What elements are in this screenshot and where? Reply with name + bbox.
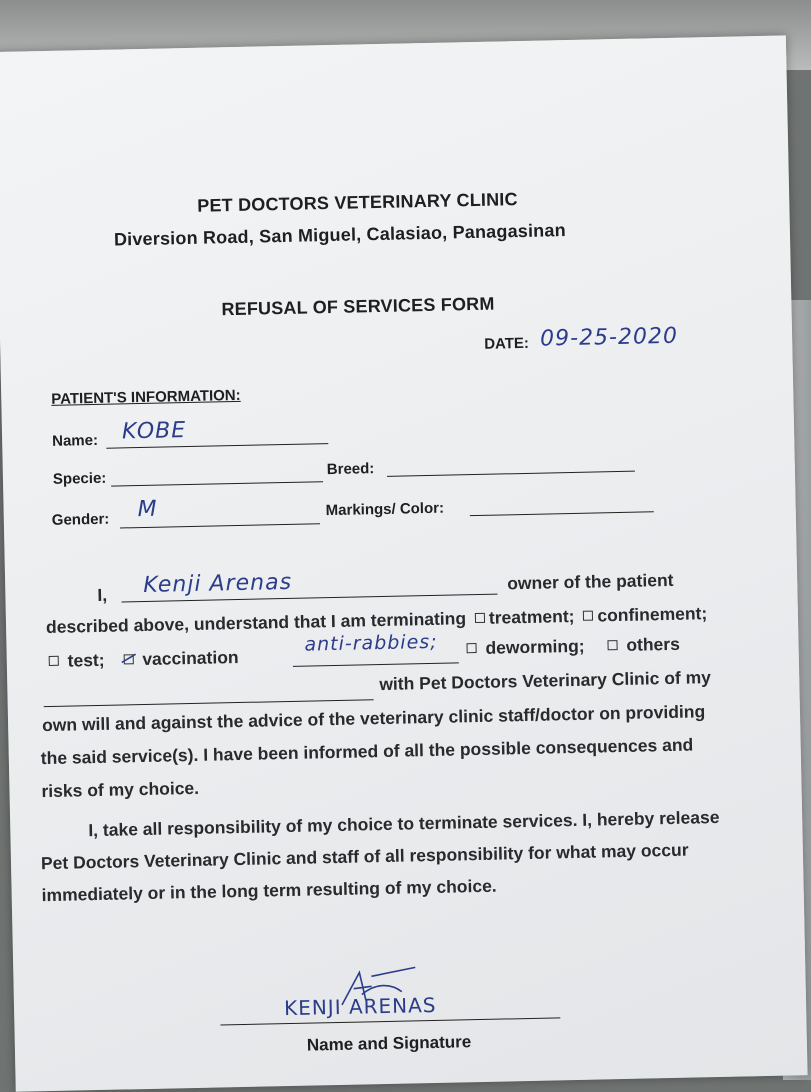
clinic-name: PET DOCTORS VETERINARY CLINIC [197, 189, 518, 216]
breed-line [387, 471, 635, 477]
breed-label: Breed: [326, 460, 375, 479]
gender-line [120, 523, 320, 528]
test-option: test; [67, 649, 105, 671]
name-value: KOBE [121, 418, 187, 445]
statement-line3 [45, 647, 239, 672]
responsibility-line3: immediately or in the long term resulting of my choice. [41, 875, 497, 906]
vaccination-option: vaccination [142, 647, 239, 670]
date-label: DATE: [484, 334, 530, 353]
signature-handwritten: KENJI ARENAS [283, 992, 437, 1021]
others-option: others [626, 633, 681, 655]
test-checkbox[interactable] [49, 656, 59, 666]
owner-name: Kenji Arenas [142, 569, 293, 598]
deworming-checkbox[interactable] [466, 643, 476, 653]
markings-label: Markings/ Color: [325, 499, 445, 520]
others-checkbox[interactable] [607, 640, 617, 650]
vaccination-checkbox-checked[interactable] [123, 654, 133, 664]
date-value: 09-25-2020 [539, 323, 679, 352]
name-label: Name: [51, 431, 99, 450]
treatment-option: treatment; [488, 605, 575, 628]
gender-value: M [137, 496, 158, 523]
statement-line5: own will and against the advice of the veterinary clinic staff/doctor on providing [41, 701, 706, 736]
statement-line3-right [462, 634, 680, 660]
statement-line2-text: described above, understand that I am terminating [45, 608, 467, 638]
clinic-address: Diversion Road, San Miguel, Calasiao, Panagasinan [113, 220, 567, 250]
statement-line6: the said service(s). I have been informed of all the possible consequences and [40, 734, 694, 769]
vaccination-detail: anti-rabbies; [304, 630, 438, 656]
gender-label: Gender: [51, 510, 110, 529]
deworming-option: deworming; [485, 635, 585, 658]
statement-line7: risks of my choice. [41, 777, 200, 802]
signature-label: Name and Signature [306, 1032, 472, 1055]
specie-line [111, 481, 323, 486]
markings-line [470, 511, 654, 516]
specie-label: Specie: [52, 469, 107, 488]
signature-line [220, 1017, 560, 1025]
responsibility-line1: I, take all responsibility of my choice to terminate services. I, hereby release [88, 806, 720, 841]
vaccination-detail-line [293, 662, 459, 666]
statement-intro: I, [97, 584, 108, 605]
treatment-checkbox[interactable] [475, 613, 485, 623]
responsibility-line2: Pet Doctors Veterinary Clinic and staff of all responsibility for what may occur [40, 839, 689, 874]
form-title: REFUSAL OF SERVICES FORM [221, 293, 495, 320]
patient-info-heading: PATIENT'S INFORMATION: [51, 386, 241, 408]
confinement-checkbox[interactable] [583, 611, 593, 621]
others-detail-line [44, 699, 374, 707]
form-paper [0, 35, 808, 1091]
statement-line4: with Pet Doctors Veterinary Clinic of my [379, 667, 712, 695]
owner-tail: owner of the patient [507, 569, 674, 594]
confinement-option: confinement; [597, 603, 708, 626]
